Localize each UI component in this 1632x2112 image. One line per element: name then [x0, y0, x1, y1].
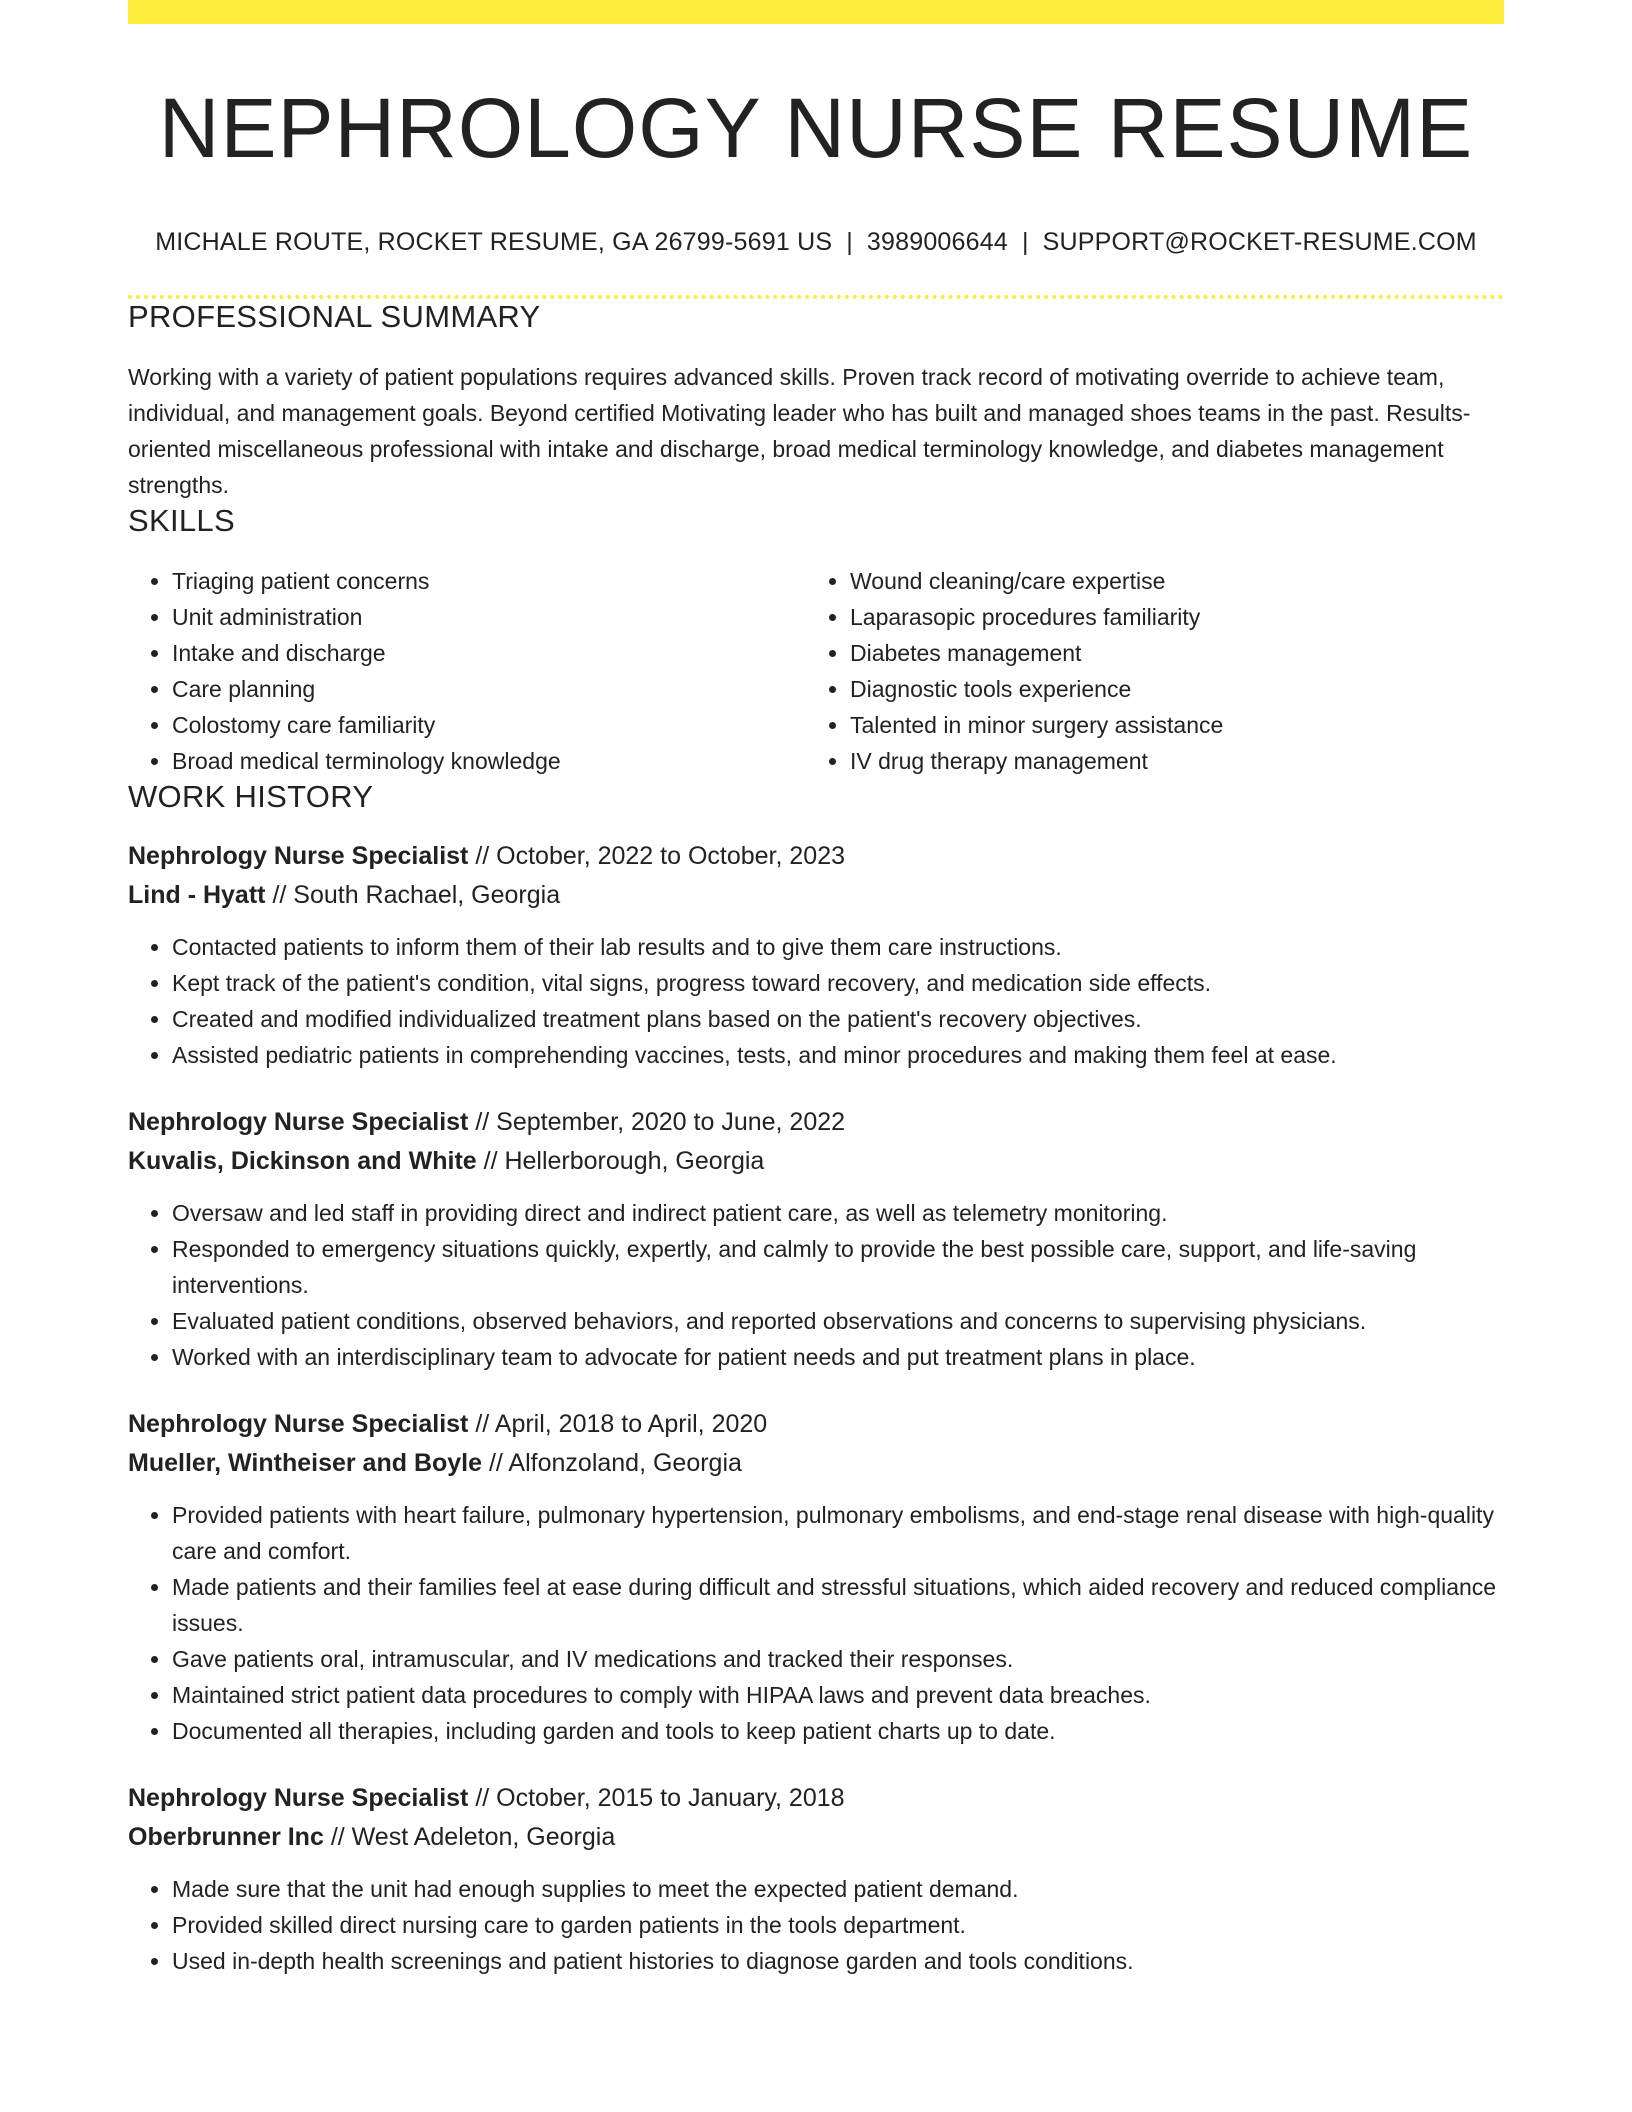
job-duties: [128, 1871, 1504, 1979]
skills-heading: SKILLS: [128, 503, 235, 539]
duty-item: • Made sure that the unit had enough supplies to meet the expected patient demand.: [172, 1871, 1504, 1907]
contact-separator: |: [1021, 228, 1029, 257]
skills-right-list: [806, 563, 1484, 779]
contact-separator: |: [846, 228, 853, 257]
duty-item: • Provided skilled direct nursing care to garden patients in the tools department.: [172, 1907, 1504, 1943]
accent-top-bar: [128, 0, 1504, 24]
job-title-line: [128, 837, 1504, 876]
skill-item: • IV drug therapy management: [850, 743, 1484, 779]
job-company-line: [128, 1444, 1504, 1483]
duty-item: • Kept track of the patient's condition, vital signs, progress toward recovery, and medication side effects.: [172, 965, 1504, 1001]
job-company: Kuvalis, Dickinson and White: [128, 1147, 477, 1176]
duty-item: • Used in-depth health screenings and patient histories to diagnose garden and tools conditions.: [172, 1943, 1504, 1979]
job-dates: // September, 2020 to June, 2022: [468, 1108, 846, 1137]
job-duties: [128, 1195, 1504, 1375]
job-entry: [128, 1779, 1504, 1979]
skill-item: • Wound cleaning/care expertise: [850, 563, 1484, 599]
skill-item: • Broad medical terminology knowledge: [172, 743, 806, 779]
job-company: Lind - Hyatt: [128, 881, 266, 910]
work-history-heading: WORK HISTORY: [128, 779, 374, 815]
skill-item: • Care planning: [172, 671, 806, 707]
skill-item: • Intake and discharge: [172, 635, 806, 671]
job-duties: [128, 929, 1504, 1073]
job-entry: [128, 837, 1504, 1073]
skills-left-list: [128, 563, 806, 779]
job-company-line: [128, 876, 1504, 915]
job-title: Nephrology Nurse Specialist: [128, 1784, 469, 1813]
job-location: // Alfonzoland, Georgia: [482, 1449, 742, 1478]
skills-columns: [128, 563, 1504, 779]
duty-item: • Created and modified individualized treatment plans based on the patient's recovery objectives.: [172, 1001, 1504, 1037]
duty-item: • Maintained strict patient data procedures to comply with HIPAA laws and prevent data breaches.: [172, 1677, 1504, 1713]
skill-item: • Triaging patient concerns: [172, 563, 806, 599]
job-title-line: [128, 1103, 1504, 1142]
duty-item: • Oversaw and led staff in providing direct and indirect patient care, as well as telemetry monitoring.: [172, 1195, 1504, 1231]
job-company: Oberbrunner Inc: [128, 1823, 324, 1852]
resume-title: NEPHROLOGY NURSE RESUME: [158, 81, 1474, 175]
duty-item: • Responded to emergency situations quickly, expertly, and calmly to provide the best possible care, support, and life-saving interventions.: [172, 1231, 1504, 1303]
job-entry: [128, 1405, 1504, 1749]
duty-item: • Contacted patients to inform them of their lab results and to give them care instructions.: [172, 929, 1504, 965]
job-dates: // October, 2022 to October, 2023: [468, 842, 846, 871]
duty-item: • Gave patients oral, intramuscular, and IV medications and tracked their responses.: [172, 1641, 1504, 1677]
skill-item: • Colostomy care familiarity: [172, 707, 806, 743]
job-title: Nephrology Nurse Specialist: [128, 1410, 469, 1439]
job-location: // West Adeleton, Georgia: [323, 1823, 616, 1852]
contact-address: MICHALE ROUTE, ROCKET RESUME, GA 26799-5691 US: [155, 228, 833, 257]
duty-item: • Made patients and their families feel at ease during difficult and stressful situations, which aided recovery and reduced compliance issues.: [172, 1569, 1504, 1641]
duty-item: • Assisted pediatric patients in comprehending vaccines, tests, and minor procedures and making them feel at ease.: [172, 1037, 1504, 1073]
duty-item: • Provided patients with heart failure, pulmonary hypertension, pulmonary embolisms, and end-stage renal disease with high-quality care and comfort.: [172, 1497, 1504, 1569]
job-title-line: [128, 1405, 1504, 1444]
job-location: // South Rachael, Georgia: [265, 881, 561, 910]
duty-item: • Worked with an interdisciplinary team to advocate for patient needs and put treatment plans in place.: [172, 1339, 1504, 1375]
contact-phone: 3989006644: [866, 228, 1008, 257]
skill-item: • Laparasopic procedures familiarity: [850, 599, 1484, 635]
job-company-line: [128, 1818, 1504, 1857]
job-dates: // October, 2015 to January, 2018: [468, 1784, 845, 1813]
skill-item: • Diabetes management: [850, 635, 1484, 671]
skill-item: • Talented in minor surgery assistance: [850, 707, 1484, 743]
job-company: Mueller, Wintheiser and Boyle: [128, 1449, 483, 1478]
duty-item: • Documented all therapies, including garden and tools to keep patient charts up to date.: [172, 1713, 1504, 1749]
job-title-line: [128, 1779, 1504, 1818]
summary-heading: PROFESSIONAL SUMMARY: [128, 299, 541, 335]
contact-email: SUPPORT@ROCKET-RESUME.COM: [1042, 228, 1477, 257]
job-title: Nephrology Nurse Specialist: [128, 842, 469, 871]
duty-item: • Evaluated patient conditions, observed behaviors, and reported observations and concerns to supervising physicians.: [172, 1303, 1504, 1339]
summary-text: Working with a variety of patient populations requires advanced skills. Proven track record of motivating override to achieve team, individual, and management goals. Beyond certified Motivating leader who has built and managed shoes teams in the past. Results-oriented miscellaneous professional with intake and discharge, broad medical terminology knowledge, and diabetes management strengths.: [128, 364, 1471, 499]
contact-line: [128, 228, 1504, 257]
job-company-line: [128, 1142, 1504, 1181]
job-location: // Hellerborough, Georgia: [476, 1147, 765, 1176]
job-duties: [128, 1497, 1504, 1749]
job-dates: // April, 2018 to April, 2020: [468, 1410, 768, 1439]
skill-item: • Diagnostic tools experience: [850, 671, 1484, 707]
resume-page: [128, 0, 1504, 1979]
job-title: Nephrology Nurse Specialist: [128, 1108, 469, 1137]
job-entry: [128, 1103, 1504, 1375]
skill-item: • Unit administration: [172, 599, 806, 635]
